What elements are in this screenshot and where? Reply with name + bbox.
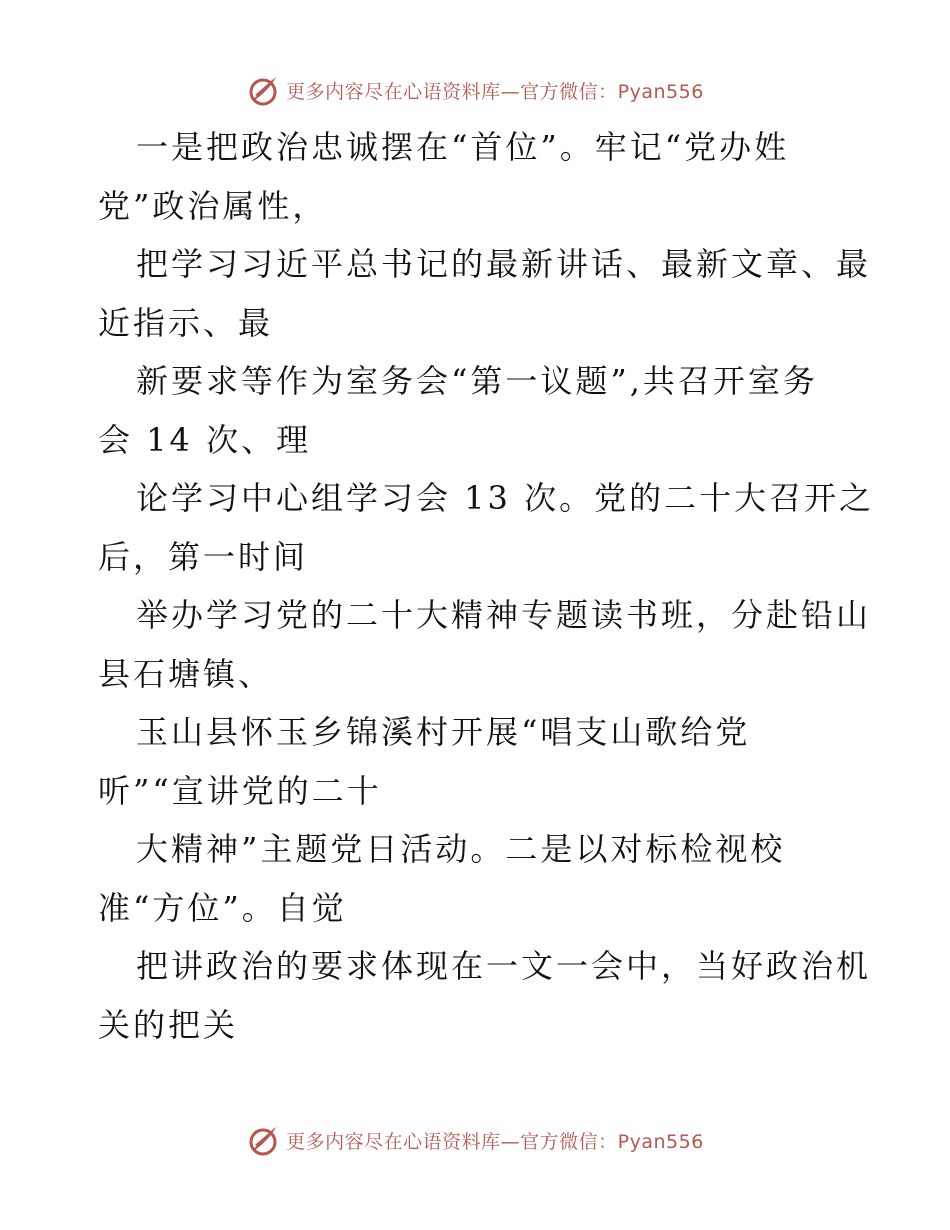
body-line: 听”“宣讲党的二十 [98,771,382,810]
quill-ink-logo-icon [246,1123,280,1157]
header-watermark [0,70,950,110]
watermark-text: 更多内容尽在心语资料库—官方微信：Pyan556 [286,80,704,103]
body-line: 准“方位”。自觉 [98,888,347,927]
watermark-text: 更多内容尽在心语资料库—官方微信：Pyan556 [286,1130,704,1153]
body-line: 新要求等作为室务会“第一议题”,共召开室务 [136,362,818,400]
footer-watermark [0,1120,950,1160]
body-line: 一是把政治忠诚摆在“首位”。牢记“党办姓 [136,128,790,166]
body-line: 近指示、最 [98,303,274,342]
body-line: 县石塘镇、 [98,654,274,693]
body-line: 会 14 次、理 [98,420,312,459]
body-line: 关的把关 [98,1005,239,1044]
document-body [98,118,875,1054]
body-line: 论学习中心组学习会 13 次。党的二十大召开之 [136,479,875,517]
body-line: 把学习习近平总书记的最新讲话、最新文章、最 [136,245,872,283]
body-line: 大精神”主题党日活动。二是以对标检视校 [136,830,786,868]
body-line: 党”政治属性， [98,186,328,225]
body-line: 后，第一时间 [98,537,309,576]
body-line: 玉山县怀玉乡锦溪村开展“唱支山歌给党 [136,713,751,751]
quill-ink-logo-icon [246,73,280,107]
body-line: 把讲政治的要求体现在一文一会中，当好政治机 [136,947,872,985]
body-line: 举办学习党的二十大精神专题读书班，分赴铅山 [136,596,872,634]
